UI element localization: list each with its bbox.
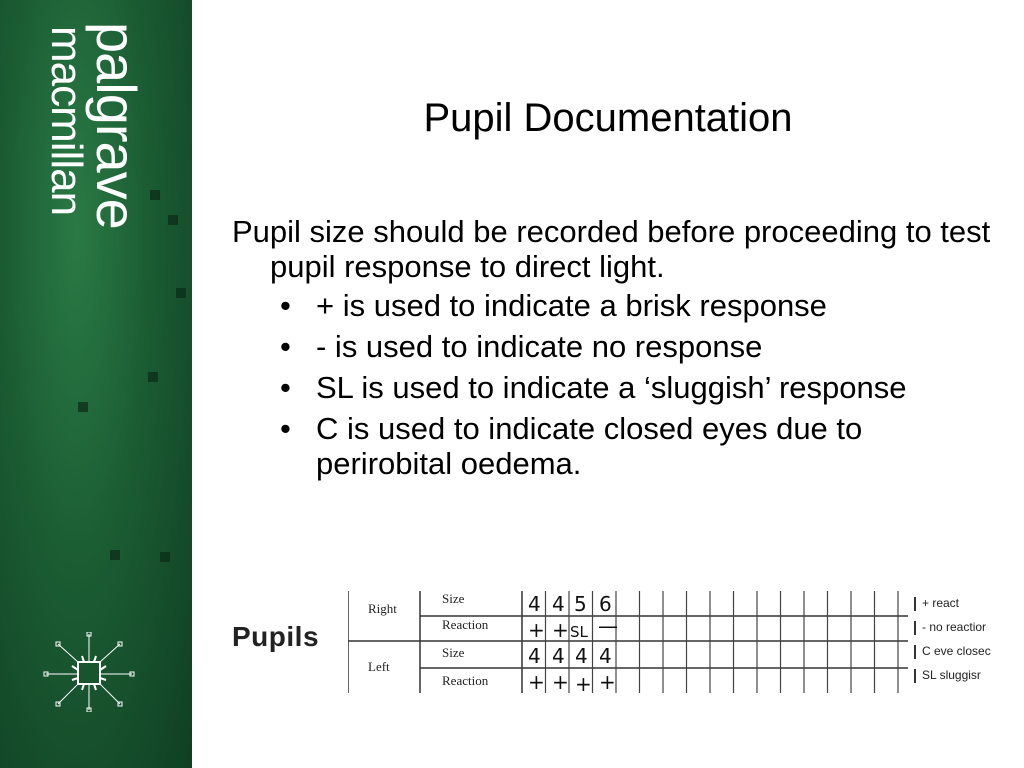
bullet-glyph: • xyxy=(280,329,291,364)
legend-item xyxy=(914,663,991,687)
sidebar-texture xyxy=(148,372,158,382)
list-item xyxy=(232,288,1002,323)
sidebar-texture xyxy=(110,550,120,560)
figure-label: Pupils xyxy=(232,621,320,652)
sidebar-texture xyxy=(176,288,186,298)
bullet-text: C is used to indicate closed eyes due to perirobital oedema. xyxy=(316,411,863,481)
bullet-text: SL is used to indicate a ‘sluggish’ response xyxy=(316,370,907,405)
bullet-list xyxy=(232,288,1002,481)
grid-entry: 4 xyxy=(552,592,565,616)
legend-marker xyxy=(914,597,916,611)
grid-entry: — xyxy=(598,614,618,638)
grid-entry: + xyxy=(552,670,569,693)
legend-text: SL sluggisr xyxy=(922,668,981,682)
sidebar-texture xyxy=(160,552,170,562)
sidebar-texture xyxy=(168,215,178,225)
slide-title: Pupil Documentation xyxy=(423,96,793,140)
logo-word-palgrave: palgrave xyxy=(85,22,148,229)
legend-item xyxy=(914,639,991,663)
pupil-chart-figure xyxy=(230,585,1010,695)
slide-body xyxy=(232,214,1002,487)
sidebar-texture xyxy=(150,190,160,200)
list-item xyxy=(232,411,1002,481)
legend-text: C eve closec xyxy=(922,644,991,658)
grid-entry: 4 xyxy=(599,644,612,668)
legend-marker xyxy=(914,621,916,635)
grid-entry: 4 xyxy=(552,644,565,668)
brand-sidebar xyxy=(0,0,192,768)
logo-word-macmillan: macmillan xyxy=(42,26,91,216)
list-item xyxy=(232,329,1002,364)
grid-entry: + xyxy=(575,672,592,693)
bullet-glyph: • xyxy=(280,288,291,323)
legend-text: - no reactior xyxy=(922,620,987,634)
grid-entry: + xyxy=(599,670,616,693)
grid-entry: SL xyxy=(570,623,588,641)
row-measure-label: Size xyxy=(442,591,465,606)
reaction-legend xyxy=(914,591,991,687)
grid-entry: + xyxy=(552,618,569,642)
observation-grid xyxy=(348,589,908,693)
legend-marker xyxy=(914,669,916,683)
list-item xyxy=(232,370,1002,405)
grid-entry: 4 xyxy=(528,592,541,616)
row-eye-label: Left xyxy=(368,659,390,674)
legend-marker xyxy=(914,645,916,659)
row-measure-label: Size xyxy=(442,645,465,660)
bullet-glyph: • xyxy=(280,370,291,405)
grid-entry: 4 xyxy=(575,644,588,668)
lead-paragraph: Pupil size should be recorded before proceeding to test pupil response to direct light. xyxy=(232,214,991,284)
grid-entry: + xyxy=(528,618,545,642)
grid-entry: 4 xyxy=(528,644,541,668)
grid-entry: + xyxy=(528,670,545,693)
bullet-glyph: • xyxy=(280,411,291,446)
bullet-text: - is used to indicate no response xyxy=(316,329,763,364)
publisher-logo xyxy=(38,22,148,272)
legend-item xyxy=(914,615,991,639)
row-measure-label: Reaction xyxy=(442,617,489,632)
legend-text: + react xyxy=(922,596,960,610)
grid-entry: 5 xyxy=(574,592,587,616)
bullet-text: + is used to indicate a brisk response xyxy=(316,288,827,323)
legend-item xyxy=(914,591,991,615)
circuit-chip-icon xyxy=(42,632,136,712)
sidebar-texture xyxy=(78,402,88,412)
row-measure-label: Reaction xyxy=(442,673,489,688)
grid-entry: 6 xyxy=(599,592,612,616)
row-eye-label: Right xyxy=(368,601,397,616)
